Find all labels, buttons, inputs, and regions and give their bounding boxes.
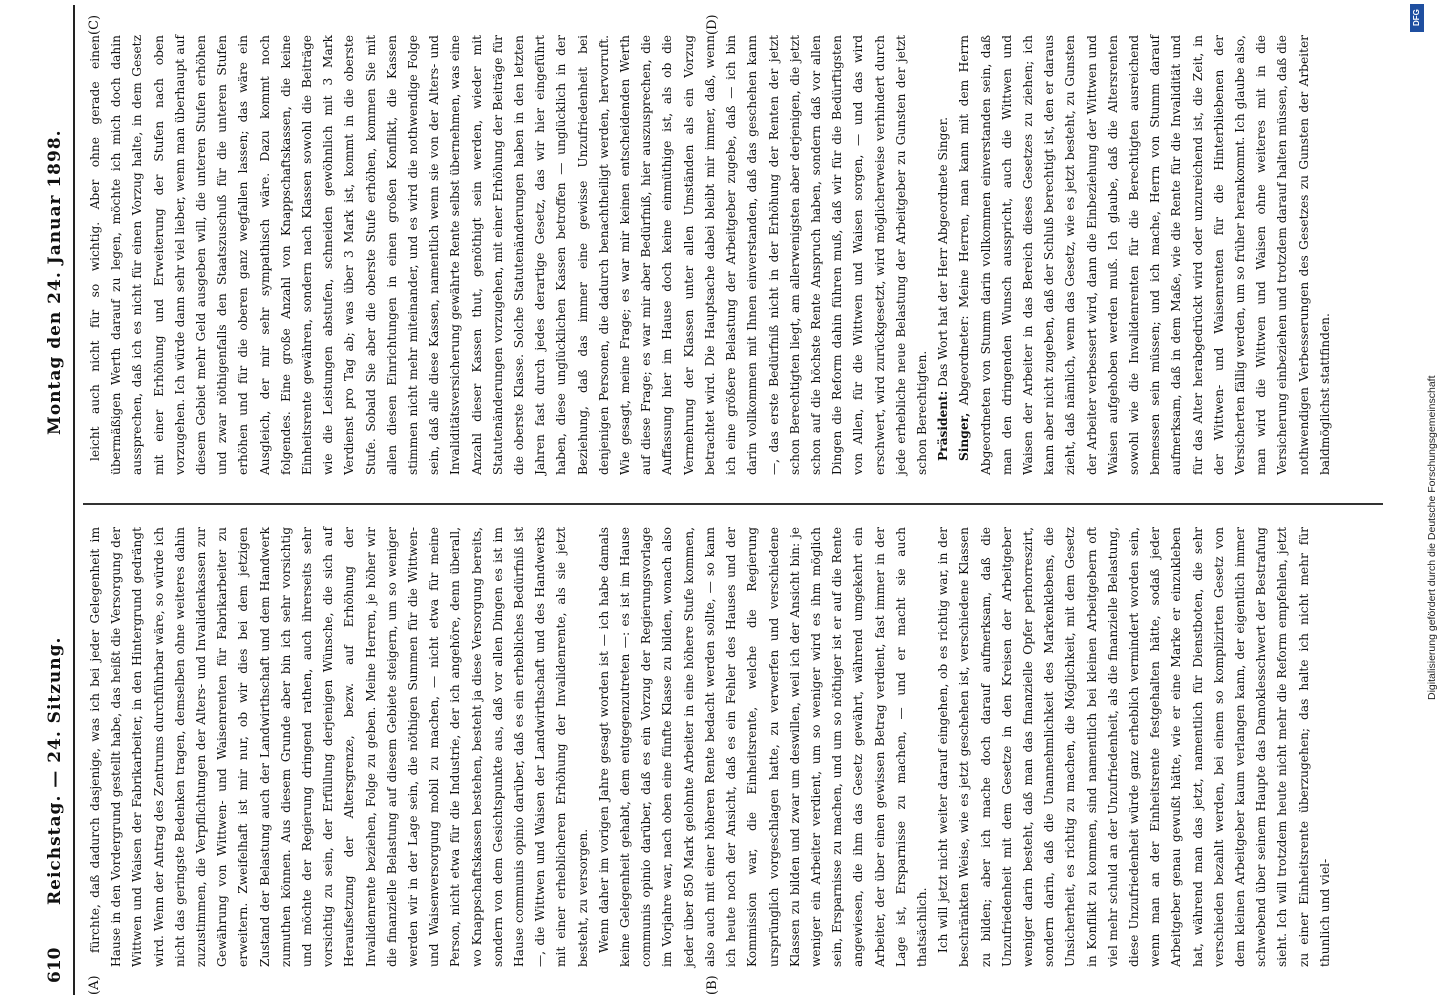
date-head: Montag den 24. Januar 1898. bbox=[45, 129, 65, 435]
document-page bbox=[25, 5, 1405, 995]
page-header bbox=[43, 5, 75, 995]
speech-text: Abgeordneter: Meine Herren, man kann mit dem Herrn Abgeordneten von Stumm darin vollkommen einverstanden sein, daß man den dringenden Wunsch ausspricht, auch die Wittwen und Waisen der Arbeiter in das Bereich dieses Gesetzes zu ziehen; ich kann aber nicht zugeben, daß der Schluß berechtigt ist, den er daraus zieht, daß nämlich, wenn das Gesetz, wie es jetzt besteht, zu Gunsten der Arbeiter verbessert wird, dann die Einbeziehung der Wittwen und Waisen aufgehoben werden muß. Ich glaube, daß die Altersrenten sowohl wie die Invalidenrenten für die Berechtigten ausreichend bemessen sein müssen; und ich mache, Herrn von Stumm darauf aufmerksam, daß in dem Maße, wie die Rente für die Invalidität und für das Alter herabgedrückt wird oder unzureichend ist, die Zeit, in der Wittwen- und Waisenrenten für die Hinterbliebenen der Versicherten fällig werden, um so früher herankommt. Ich glaube also, man wird die Wittwen und Waisen ohne weiteres mit in die Versicherung einbeziehen und trotzdem darauf halten müssen, daß die nothwendigen Verbesserungen des Gesetzes zu Gunsten der Arbeiter baldmöglichst stattfinden. bbox=[957, 34, 1332, 475]
paragraph bbox=[954, 35, 1336, 475]
paragraph: fürchte, daß dadurch dasjenige, was ich bei jeder Gelegenheit im Hause in den Vordergrund gestellt habe, das heißt die Versorgung der Wittwen und Waisen der Fabrikarbeiter, in den Hintergrund gedrängt wird. Wenn der Antrag des Zentrums durchführbar wäre, so würde ich nicht das geringste Bedenken tragen, demselben ohne weiteres dahin zuzustimmen, die Verpflichtungen der Alters- und Invalidenkassen zur Gewährung von Wittwen- und Waisenrenten für Fabrikarbeiter zu erweitern. Zweifelhaft ist mir nur, ob wir dies bei dem jetzigen Zustand der Belastung auch der Landwirthschaft und dem Handwerk zumuthen können. Aus diesem Grunde aber bin ich sehr vorsichtig und möchte der Regierung dringend rathen, auch ihrerseits sehr vorsichtig zu sein, der Erfüllung derjenigen Wünsche, die sich auf Heraufsetzung der Altersgrenze, bezw. auf Erhöhung der Invalidenrente beziehen, Folge zu geben. Meine Herren, je höher wir die finanzielle Belastung auf diesem Gebiete steigern, um so weniger werden wir in der Lage sein, die nöthigen Summen für die Wittwen- und Waisenversorgung mobil zu machen, — nicht etwa für meine Person, nicht etwa für die Industrie, der ich angehöre, denn überall, wo Knappschaftskassen bestehen, besteht ja diese Versorgung bereits, sondern von dem Gesichtspunkte aus, daß vor allen Dingen es ist im Hause communis opinio darüber, daß es ein erhebliches Bedürfniß ist —, die Wittwen und Waisen der Landwirthschaft und des Handwerks mit einer erheblicheren Erhöhung der Invalidenrente, als sie jetzt besteht, zu versorgen. bbox=[88, 527, 590, 967]
column-divider bbox=[83, 503, 1383, 505]
margin-marker-a: (A) bbox=[87, 975, 102, 995]
dfg-logo: DFG bbox=[1410, 4, 1424, 32]
paragraph: Wenn daher im vorigen Jahre gesagt worden ist — ich habe damals keine Gelegenheit gehabt, dem entgegenzutreten —: es ist im Hause communis opinio darüber, daß es ein Vorzug der Regierungsvorlage im Vorjahre war, nach oben eine fünfte Klasse zu bilden, wonach also jeder über 850 Mark gelohnte Arbeiter in eine höhere Stufe kommen, also auch mit einer höheren Rente bedacht werden sollte, — so kann ich heute noch der Ansicht, daß es ein Fehler des Hauses und der Kommission war, die Einheitsrente, welche die Regierung ursprünglich vorgeschlagen hatte, zu verwerfen und verschiedene Klassen zu bilden und zwar um deswillen, weil ich der Ansicht bin: je weniger ein Arbeiter verdient, um so weniger wird es ihm möglich sein, Ersparnisse zu machen, und um so nöthiger ist er auf die Rente angewiesen, die ihm das Gesetz gewährt, während umgekehrt ein Arbeiter, der über einen gewissen Betrag verdient, fast immer in der Lage ist, Ersparnisse zu machen, — und er macht sie auch thatsächlich. bbox=[596, 527, 929, 967]
margin-marker-b: (B) bbox=[705, 975, 720, 995]
credit-text: Digitalisierung gefördert durch die Deutsche Forschungsgemeinschaft bbox=[1426, 375, 1438, 700]
margin-marker-d: (D) bbox=[705, 14, 720, 35]
digitization-credit bbox=[1400, 0, 1438, 1000]
paragraph: Ich will jetzt nicht weiter darauf eingehen, ob es richtig war, in der beschränkten Weise, wie es jetzt geschehen ist, verschiedene Klassen zu bilden; aber ich mache doch darauf aufmerksam, daß die Unzufriedenheit mit dem Gesetze in den Kreisen der Arbeitgeber weniger darin besteht, daß man das finanzielle Opfer perhorreszirt, sondern darin, daß die Unannehmlichkeit des Markenklebens, die Unsicherheit, es richtig zu machen, die Möglichkeit, mit dem Gesetz in Konflikt zu kommen, sind namentlich bei kleinen Arbeitgebern oft viel mehr schuld an der Unzufriedenheit, als die finanzielle Belastung, diese Unzufriedenheit würde ganz erheblich vermindert worden sein, wenn man an der Einheitsrente festgehalten hätte, sodaß jeder Arbeitgeber genau gewußt hätte, wie er eine Marke er einzukleben hat, während man das jetzt, namentlich für Dienstboten, die sehr verschieden bezahlt werden, bei einem so komplizirten Gesetz von dem kleinen Arbeitgeber kaum verlangen kann, der eigentlich immer schwebend über seinem Haupte das Damoklesschwert der Bestrafung sieht. Ich will trotzdem heute nicht mehr die Reform empfehlen, jetzt zu einer Einheitsrente überzugehen; das halte ich nicht mehr für thunlich und viel- bbox=[936, 527, 1332, 967]
left-column bbox=[85, 527, 1385, 967]
paragraph: leicht auch nicht für so wichtig. Aber ohne gerade einen übermäßigen Werth darauf zu legen, möchte ich mich doch dahin aussprechen, daß ich es nicht für einen Vorzug halte, in dem Gesetz mit einer Erhöhung und Erweiterung der Stufen nach oben vorzugehen. Ich würde dann sehr viel lieber, wenn man überhaupt auf diesem Gebiet mehr Geld ausgeben will, die unteren Stufen erhöhen und zwar nöthigenfalls den Staatszuschuß für die unteren Stufen erhöhen und für die oberen ganz wegfallen lassen; das wäre ein Ausgleich, der mir sehr sympathisch wäre. Dazu kommt noch folgendes. Eine große Anzahl von Knappschaftskassen, die keine Einheitsrente gewähren, sondern nach Klassen sowohl die Beiträge wie die Leistungen abstufen, schneiden gewöhnlich mit 3 Mark Verdienst pro Tag ab; was über 3 Mark ist, kommt in die oberste Stufe. Sobald Sie aber die oberste Stufe erhöhen, kommen Sie mit allen diesen Einrichtungen in einen großen Konflikt, die Kassen stimmen nicht mehr miteinander, und es wird die nothwendige Folge sein, daß alle diese Kassen, namentlich wenn sie von der Alters- und Invaliditätsversicherung gewährte Rente selbst übernehmen, was eine Anzahl dieser Kassen thut, genöthigt sein werden, wieder mit Statutenänderungen vorzugehen, mit einer Erhöhung der Beiträge für die oberste Klasse. Solche Statutenänderungen haben in den letzten Jahren fast durch jedes derartige Gesetz, das wir hier eingeführt haben, diese unglücklichen Kassen betroffen — unglücklich in der Beziehung, daß das immer eine gewisse Unzufriedenheit bei denjenigen Personen, die dadurch benachtheiligt werden, hervorruft. Wie gesagt, meine Frage; es war mir keinen entscheidenden Werth auf diese Frage; es war mir aber Bedürfniß, hier auszusprechen, die Auffassung hier im Hause doch keine einmüthige ist, als ob die Vermehrung der Klassen unter allen Umständen als ein Vorzug betrachtet wird. Die Hauptsache dabei bleibt mir immer, daß, wenn ich eine größere Belastung der Arbeitgeber zugebe, daß — ich bin darin vollkommen mit Ihnen einverstanden, daß das geschehen kann —, das erste Bedürfniß nicht in der Erhöhung der Renten der jetzt schon Berechtigten liegt, am allerwenigsten aber derjenigen, die jetzt schon auf die höchste Rente Anspruch haben, sondern daß vor allen Dingen die Reform dahin führen muß, daß wir für die Bedürftigsten von Allen, für die Wittwen und Waisen sorgen, — und das wird erschwert, wird zurückgesetzt, wird möglicherweise verhindert durch jede erhebliche neue Belastung der Arbeitgeber zu Gunsten der jetzt schon Berechtigten. bbox=[88, 35, 929, 475]
margin-marker-c: (C) bbox=[87, 14, 102, 35]
speech-text: Das Wort hat der Herr Abgeordnete Singer. bbox=[936, 117, 951, 387]
right-column bbox=[85, 35, 1385, 475]
paragraph bbox=[933, 35, 954, 475]
running-head: Reichstag. — 24. Sitzung. bbox=[45, 636, 65, 905]
speaker-name: Singer, bbox=[957, 412, 972, 461]
page-number: 610 bbox=[45, 947, 65, 983]
speaker-name: Präsident: bbox=[936, 390, 951, 461]
